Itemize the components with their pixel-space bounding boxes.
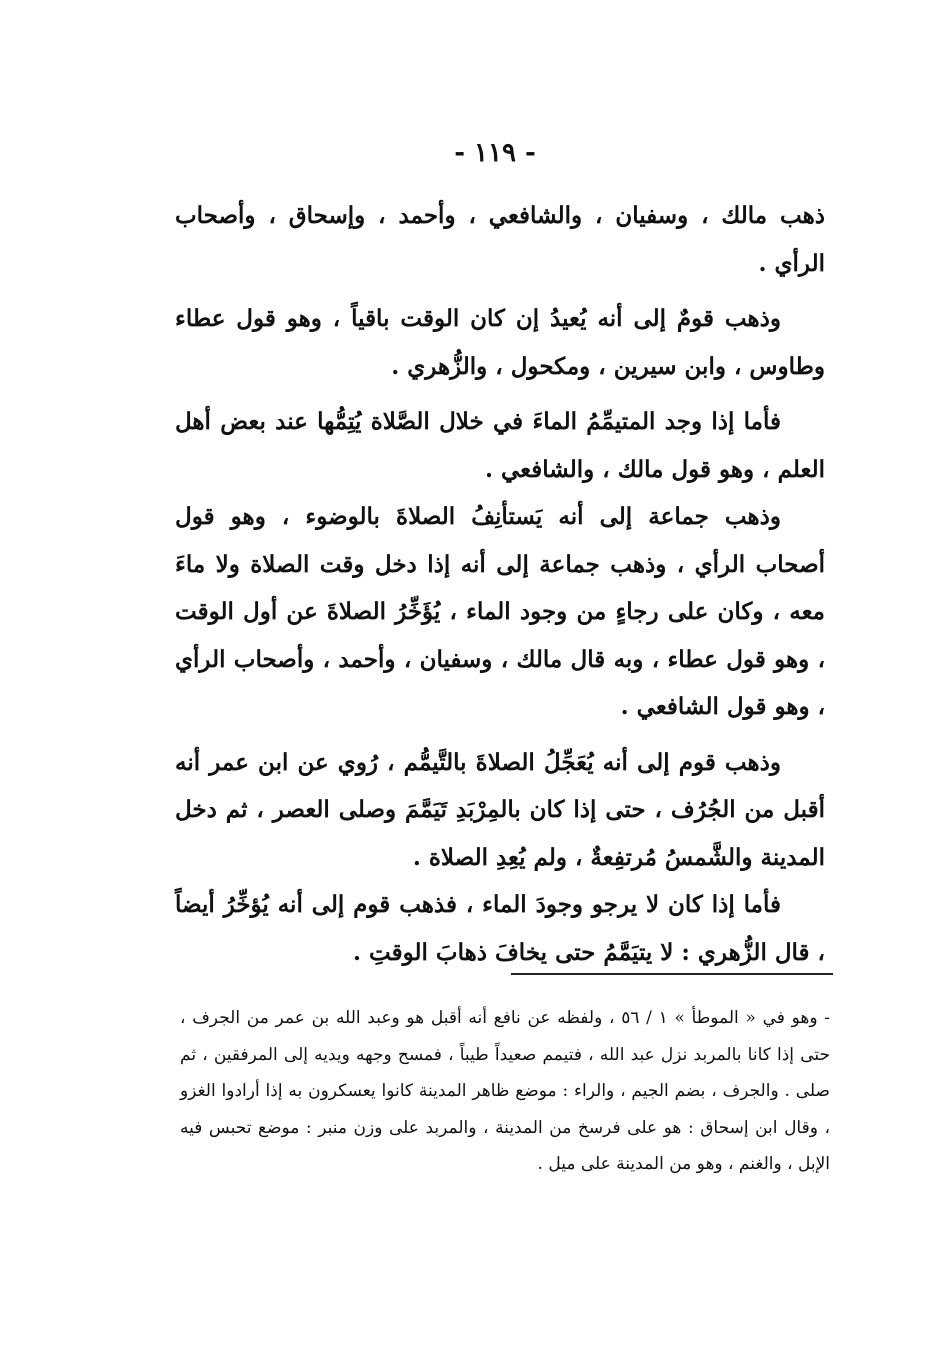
paragraph: وذهب قومٌ إلى أنه يُعيدُ إن كان الوقت باقياً ، وهو قول عطاء وطاوس ، وابن سيرين ، ومكحول ، والزُّهري . xyxy=(175,305,825,380)
footnotes xyxy=(180,1000,830,1183)
page-number: - ١١٩ - xyxy=(454,138,536,168)
footnote-text: - وهو في « الموطأ » ١ / ٥٦ ، ولفظه عن نافع أنه أقبل هو وعبد الله بن عمر من الجرف ، حتى إذا كانا بالمربد نزل عبد الله ، فتيمم صعيداً طيباً ، فمسح وجهه ويديه إلى المرفقين ، ثم صلى . والجرف ، بضم الجيم ، والراء : موضع ظاهر المدينة كانوا يعسكرون به إذا أرادوا الغزو ، وقال ابن إسحاق : هو على فرسخ من المدينة ، والمربد على وزن منبر : موضع تحبس فيه الإبل ، والغنم ، وهو من المدينة على ميل . xyxy=(180,1008,830,1174)
paragraph: وذهب قوم إلى أنه يُعَجِّلُ الصلاةَ بالتَّيمُّم ، رُوي عن ابن عمر أنه أقبل من الجُرُف ، حتى إذا كان بالمِرْبَدِ تَيَمَّمَ وصلى العصر ، ثم دخل المدينة والشَّمسُ مُرتفِعةٌ ، ولم يُعِدِ الصلاة . xyxy=(175,748,825,871)
footnote-divider xyxy=(511,973,833,975)
paragraph: وذهب جماعة إلى أنه يَستأنِفُ الصلاةَ بالوضوء ، وهو قول أصحاب الرأي ، وذهب جماعة إلى أنه إذا دخل وقت الصلاة ولا ماءَ معه ، وكان على رجاءٍ من وجود الماء ، يُؤَخِّرُ الصلاةَ عن أول الوقت ، وهو قول عطاء ، وبه قال مالك ، وسفيان ، وأحمد ، وأصحاب الرأي ، وهو قول الشافعي . xyxy=(175,503,825,720)
paragraph: فأما إذا كان لا يرجو وجودَ الماء ، فذهب قوم إلى أنه يُؤخِّرُ أيضاً ، قال الزُّهري : لا يتيَمَّمُ حتى يخافَ ذهابَ الوقتِ . xyxy=(175,891,825,966)
main-text-body xyxy=(175,192,825,976)
paragraph: ذهب مالك ، وسفيان ، والشافعي ، وأحمد ، وإسحاق ، وأصحاب الرأي . xyxy=(175,202,825,277)
paragraph: فأما إذا وجد المتيمِّمُ الماءَ في خلال الصَّلاة يُتِمُّها عند بعض أهل العلم ، وهو قول مالك ، والشافعي . xyxy=(175,408,825,483)
